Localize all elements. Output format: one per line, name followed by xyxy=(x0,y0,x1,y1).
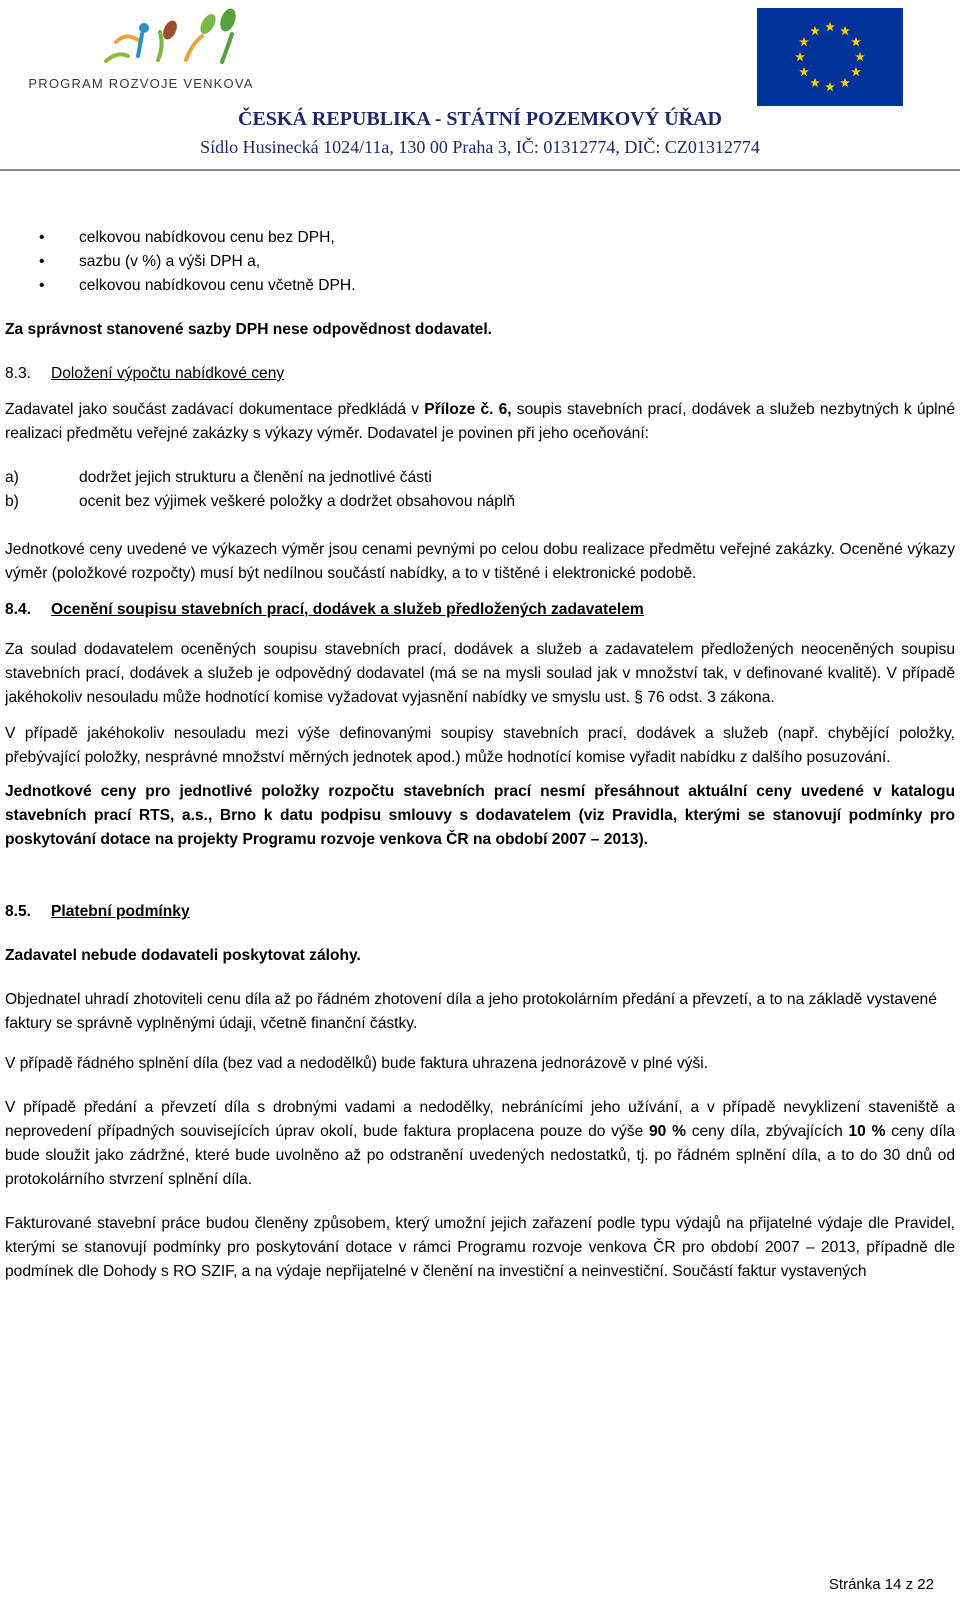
list-item xyxy=(5,466,955,490)
section-title: Ocenění soupisu stavebních prací, dodávek a služeb předložených zadavatelem xyxy=(51,601,644,618)
list-label: b) xyxy=(5,493,19,510)
text-run: soupis stavebních prací, dodávek a služeb nezbytných k úplné realizaci předmětu veřejné zakázky s výkazy výměr. Dodavatel je povinen při jeho oceňování: xyxy=(5,401,955,442)
logo-graphic-icon xyxy=(98,6,248,68)
program-logo xyxy=(18,6,254,96)
paragraph-bold: Zadavatel nebude dodavateli poskytovat zálohy. xyxy=(5,947,361,964)
paragraph: V případě jakéhokoliv nesouladu mezi výše definovanými soupisy stavebních prací, dodávek a služeb (např. chybějící položky, přebývající položky, nesprávné množství měrných jednotek apod.) může hodnotící komise vyřadit nabídku z dalšího posuzování. xyxy=(5,725,955,766)
text-run: ceny díla bude sloužit jako zádržné, které bude uvolněno až po odstranění uvedených nedostatků, tj. po řádném splnění díla, a to do 30 dnů od protokolárního stvrzení splnění díla. xyxy=(5,1123,956,1188)
list-label: a) xyxy=(5,469,19,486)
paragraph: Za soulad dodavatelem oceněných soupisu stavebních prací, dodávek a služeb a zadavatelem předložených neoceněných soupisu stavebních prací, dodávek a služeb je odpovědný dodavatel (má se na mysli soulad jak v množství tak, v definované kvalitě). V případě jakéhokoliv nesouladu může hodnotící komise vyžadovat vyjasnění nabídky ve smyslu ust. § 76 odst. 3 zákona. xyxy=(5,641,955,706)
section-heading-8-3 xyxy=(5,362,955,386)
section-title: Platební podmínky xyxy=(51,903,190,920)
paragraph: Fakturované stavební práce budou členěny způsobem, který umožní jejich zařazení podle typu výdajů na přijatelné výdaje dle Pravidel, kterými se stanovují podmínky pro poskytování dotace v rámci Programu rozvoje venkova ČR pro období 2007 – 2013, případně dle podmínek dle Dohody s RO SZIF, a na výdaje nepřijatelné v členění na investiční a neinvestiční. Součástí faktur vystavených xyxy=(5,1215,955,1280)
text-run-bold: 10 % xyxy=(848,1123,886,1140)
paragraph: Objednatel uhradí zhotoviteli cenu díla až po řádném zhotovení díla a jeho protokolárním předání a převzetí, a to na základě vystavené faktury se správně vyplněnými údaji, včetně finanční částky. xyxy=(5,991,937,1032)
list-text: dodržet jejich strukturu a členění na jednotlivé části xyxy=(79,469,432,486)
bullet-item: • celkovou nabídkovou cenu bez DPH, xyxy=(5,226,955,250)
text-run-bold: 6, xyxy=(498,401,512,418)
list-text: ocenit bez výjimek veškeré položky a dodržet obsahovou náplň xyxy=(79,493,516,510)
text-run: V případě předání a převzetí díla s drobnými vadami a nedodělky, nebránícími jeho užívání, a v případě nevyklizení staveniště a neprovedení případných souvisejících úprav okolí, bude faktura proplacena pouze do výše xyxy=(5,1099,955,1140)
section-heading-8-5 xyxy=(5,900,955,924)
text-run: Zadavatel jako součást zadávací dokumentace předkládá v xyxy=(5,401,425,418)
list-item xyxy=(5,490,955,514)
header-divider xyxy=(0,169,960,171)
section-number: 8.5. xyxy=(5,903,32,920)
paragraph: Jednotkové ceny uvedené ve výkazech výměr jsou cenami pevnými po celou dobu realizace předmětu veřejné zakázky. Oceněné výkazy výměr (položkové rozpočty) musí být nedílnou součástí nabídky, a to v tištěné i elektronické podobě. xyxy=(5,541,955,582)
logo-text: PROGRAM ROZVOJE VENKOVA xyxy=(28,76,254,91)
bullet-item: • sazbu (v %) a výši DPH a, xyxy=(5,250,955,274)
org-address: Sídlo Husinecká 1024/11a, 130 00 Praha 3, IČ: 01312774, DIČ: CZ01312774 xyxy=(200,137,760,157)
text-run-bold: Příloze č. xyxy=(424,401,494,418)
bullet-item: • celkovou nabídkovou cenu včetně DPH. xyxy=(5,274,955,298)
paragraph: V případě řádného splnění díla (bez vad a nedodělků) bude faktura uhrazena jednorázově v plné výši. xyxy=(5,1055,709,1072)
section-number: 8.3. xyxy=(5,365,32,382)
vat-responsibility-note: Za správnost stanovené sazby DPH nese odpovědnost dodavatel. xyxy=(5,321,493,338)
text-run-bold: 90 % xyxy=(649,1123,686,1140)
org-title: ČESKÁ REPUBLIKA - STÁTNÍ POZEMKOVÝ ÚŘAD xyxy=(238,108,722,130)
section-title: Doložení výpočtu nabídkové ceny xyxy=(51,365,285,382)
eu-flag-icon xyxy=(757,8,903,106)
document-body xyxy=(5,226,955,1284)
text-run: ceny díla, zbývajících xyxy=(685,1123,849,1140)
paragraph xyxy=(5,398,955,446)
section-heading-8-4 xyxy=(5,598,955,622)
page-header xyxy=(0,0,960,172)
paragraph xyxy=(5,1096,955,1192)
section-number: 8.4. xyxy=(5,601,32,618)
page-number: Stránka 14 z 22 xyxy=(828,1576,934,1593)
paragraph-bold: Jednotkové ceny pro jednotlivé položky rozpočtu stavebních prací nesmí přesáhnout aktuální ceny uvedené v katalogu stavebních prací RTS, a.s., Brno k datu podpisu smlouvy s dodavatelem (viz Pravidla, kterými se stanovují podmínky pro poskytování dotace na projekty Programu rozvoje venkova ČR na období 2007 – 2013). xyxy=(5,783,955,848)
